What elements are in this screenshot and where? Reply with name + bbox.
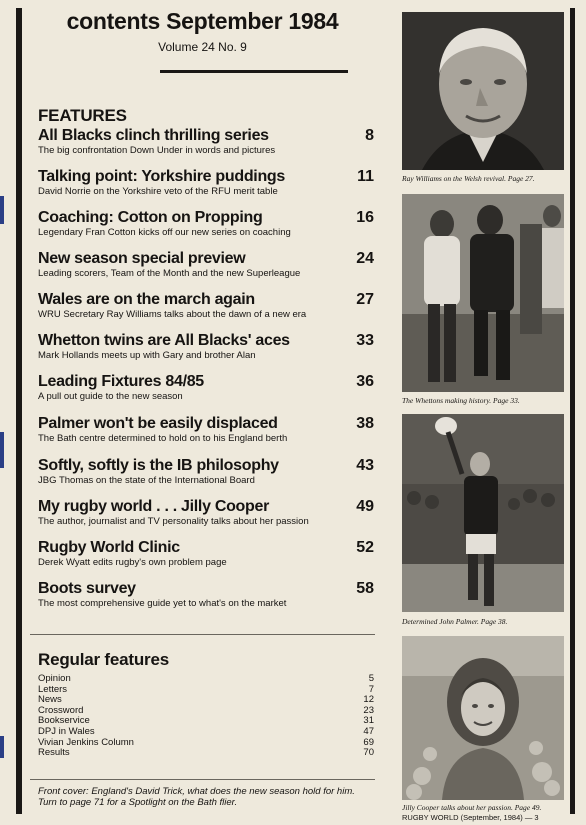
regular-feature-page: 12 <box>363 694 374 706</box>
feature-item[interactable] <box>38 331 376 362</box>
masthead-underline <box>160 70 348 73</box>
masthead <box>30 6 375 54</box>
page-edge-mark <box>0 196 4 224</box>
feature-description: A pull out guide to the new season <box>38 391 183 402</box>
feature-title: Palmer won't be easily displaced <box>38 415 278 432</box>
feature-item[interactable] <box>38 290 376 321</box>
regular-feature-page: 7 <box>368 683 374 695</box>
feature-page: 49 <box>356 498 374 515</box>
regular-features-list <box>38 674 374 759</box>
feature-description: WRU Secretary Ray Williams talks about the dawn of a new era <box>38 309 307 320</box>
feature-title: Talking point: Yorkshire puddings <box>38 168 285 185</box>
john-palmer-photo <box>402 414 564 612</box>
regular-feature-page: 5 <box>368 673 374 684</box>
feature-description: David Norrie on the Yorkshire veto of the RFU merit table <box>38 186 278 197</box>
feature-title: Coaching: Cotton on Propping <box>38 209 263 226</box>
feature-page: 58 <box>356 580 374 597</box>
feature-item[interactable] <box>38 126 376 157</box>
feature-title: Whetton twins are All Blacks' aces <box>38 332 290 349</box>
regular-feature-item[interactable] <box>38 748 374 759</box>
feature-description: The big confrontation Down Under in words and pictures <box>38 145 276 156</box>
feature-description: The most comprehensive guide yet to what's on the market <box>38 598 287 609</box>
feature-page: 16 <box>356 209 374 226</box>
page-edge-mark <box>0 432 4 468</box>
feature-title: Boots survey <box>38 580 136 597</box>
feature-title: Leading Fixtures 84/85 <box>38 373 204 390</box>
feature-item[interactable] <box>38 208 376 239</box>
feature-title: My rugby world . . . Jilly Cooper <box>38 498 270 515</box>
feature-title: Rugby World Clinic <box>38 539 180 556</box>
feature-page: 38 <box>356 415 374 432</box>
feature-item[interactable] <box>38 372 376 403</box>
section-divider <box>30 779 375 780</box>
regular-feature-name: News <box>38 694 62 706</box>
photo-caption: Determined John Palmer. Page 38. <box>402 617 508 626</box>
regular-feature-name: Letters <box>38 683 68 695</box>
feature-page: 24 <box>356 250 374 267</box>
feature-item[interactable] <box>38 249 376 280</box>
regular-feature-page: 69 <box>363 736 374 748</box>
feature-title: Softly, softly is the IB philosophy <box>38 457 279 474</box>
regular-feature-name: DPJ in Wales <box>38 725 95 737</box>
left-column-rule <box>16 8 22 814</box>
regular-feature-item[interactable] <box>38 674 374 685</box>
regular-feature-name: Crossword <box>38 704 84 716</box>
feature-description: The author, journalist and TV personality talks about her passion <box>38 516 309 527</box>
feature-description: JBG Thomas on the state of the International Board <box>38 475 255 486</box>
feature-title: All Blacks clinch thrilling series <box>38 127 269 144</box>
feature-page: 36 <box>356 373 374 390</box>
section-divider <box>30 634 375 635</box>
feature-page: 11 <box>357 168 374 185</box>
feature-item[interactable] <box>38 579 376 610</box>
regular-feature-page: 47 <box>363 725 374 737</box>
volume-number: Volume 24 No. 9 <box>158 40 247 54</box>
ray-williams-photo <box>402 12 564 170</box>
features-heading: FEATURES <box>38 106 127 125</box>
regular-feature-name: Opinion <box>38 673 71 684</box>
page-footer: RUGBY WORLD (September, 1984) — 3 <box>402 813 539 822</box>
regular-feature-name: Vivian Jenkins Column <box>38 736 134 748</box>
feature-page: 8 <box>365 127 374 144</box>
feature-description: Leading scorers, Team of the Month and the new Superleague <box>38 268 301 279</box>
jilly-cooper-photo <box>402 636 564 800</box>
feature-description: Mark Hollands meets up with Gary and brother Alan <box>38 350 256 361</box>
regular-features-heading: Regular features <box>38 650 169 669</box>
feature-description: Legendary Fran Cotton kicks off our new series on coaching <box>38 227 291 238</box>
cover-note: Front cover: England's David Trick, what does the new season hold for him. Turn to page 71 for a Spotlight on the Bath flier. <box>38 786 355 808</box>
regular-feature-page: 23 <box>363 704 374 716</box>
regular-feature-name: Bookservice <box>38 715 90 727</box>
right-column-rule <box>570 8 575 814</box>
feature-title: Wales are on the march again <box>38 291 255 308</box>
regular-feature-name: Results <box>38 747 70 759</box>
feature-item[interactable] <box>38 497 376 528</box>
feature-page: 52 <box>356 539 374 556</box>
whettons-photo <box>402 194 564 392</box>
page-edge-mark <box>0 736 4 758</box>
regular-feature-item[interactable] <box>38 685 374 696</box>
feature-page: 27 <box>356 291 374 308</box>
photo-caption: The Whettons making history. Page 33. <box>402 396 520 405</box>
regular-feature-item[interactable] <box>38 727 374 738</box>
feature-description: The Bath centre determined to hold on to his England berth <box>38 433 288 444</box>
feature-page: 33 <box>356 332 374 349</box>
feature-item[interactable] <box>38 456 376 487</box>
feature-item[interactable] <box>38 538 376 569</box>
regular-feature-item[interactable] <box>38 738 374 749</box>
regular-feature-item[interactable] <box>38 695 374 706</box>
page-title: contents September 1984 <box>66 8 339 34</box>
feature-description: Derek Wyatt edits rugby's own problem page <box>38 557 227 568</box>
regular-feature-page: 31 <box>363 715 374 727</box>
regular-feature-page: 70 <box>363 747 374 759</box>
feature-page: 43 <box>356 457 374 474</box>
photo-caption: Jilly Cooper talks about her passion. Page 49. <box>402 803 542 812</box>
photo-caption: Ray Williams on the Welsh revival. Page 27. <box>402 174 535 183</box>
feature-item[interactable] <box>38 167 376 198</box>
feature-title: New season special preview <box>38 250 246 267</box>
feature-item[interactable] <box>38 414 376 445</box>
